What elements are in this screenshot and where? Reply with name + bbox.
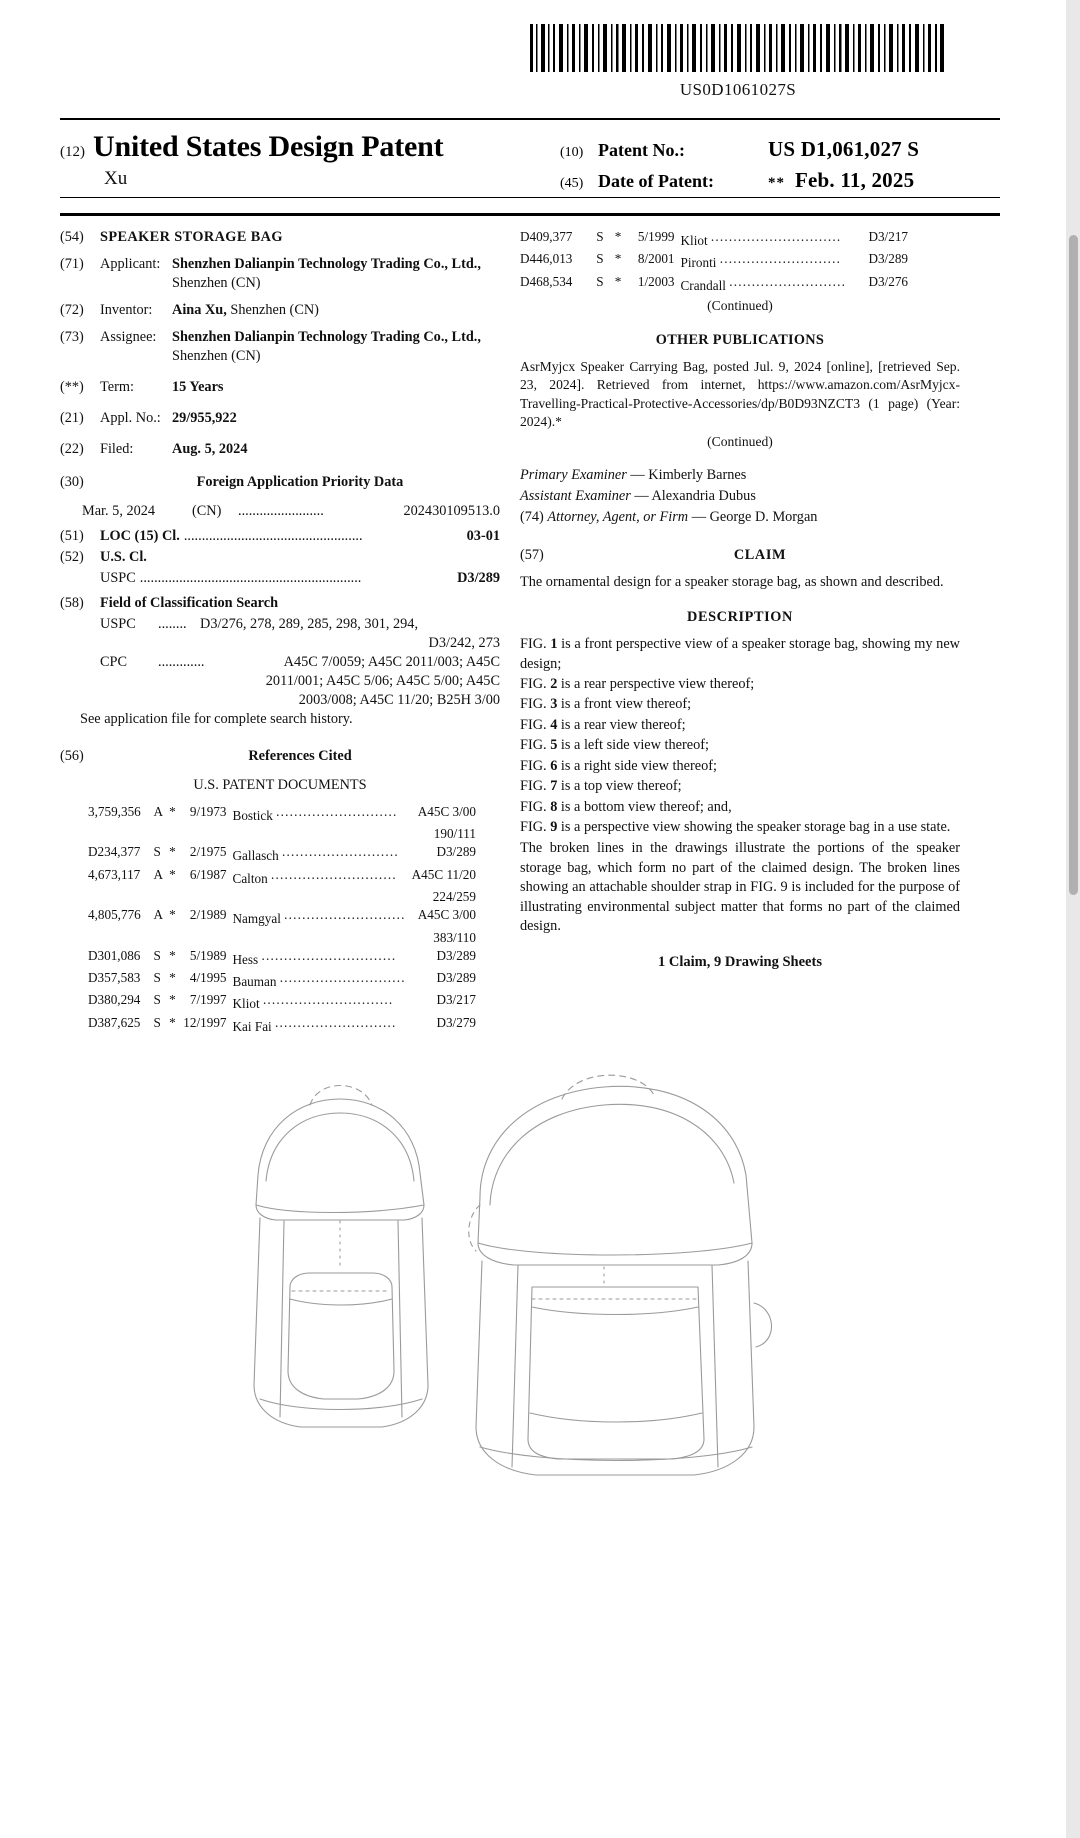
ref-kind-code: S [153, 844, 161, 860]
figure-label: FIG. 4 [520, 716, 558, 733]
inventor-name: Aina Xu, [172, 302, 227, 318]
ref-subclass: 383/110 [433, 929, 476, 945]
date-tag: (45) [560, 176, 584, 191]
ref-date: 9/1973 [189, 804, 227, 819]
loc-value: 03-01 [466, 528, 500, 544]
patent-drawing [180, 1055, 900, 1515]
right-column [520, 228, 960, 972]
fcs-cpc-value3: 2003/008; A45C 11/20; B25H 3/00 [298, 692, 500, 708]
ref-kind-code: S [596, 229, 604, 244]
filed-value: Aug. 5, 2024 [172, 441, 248, 457]
ref-date: 5/1989 [189, 947, 227, 963]
field-inventor [60, 301, 500, 320]
ref-patent-number: 4,805,776 [88, 907, 141, 923]
ref-asterisk: * [169, 907, 176, 923]
ref-class: D3/289 [868, 251, 908, 267]
ref-date: 7/1997 [189, 992, 227, 1008]
figure-description [520, 675, 960, 694]
examiner-block [520, 465, 960, 527]
figure-label: FIG. 5 [520, 737, 558, 754]
ref-name: Kliot ............................. [232, 992, 394, 1012]
table-row [88, 906, 478, 928]
claim-sheet-count: 1 Claim, 9 Drawing Sheets [658, 953, 822, 970]
table-row [520, 250, 910, 272]
masthead-right [560, 137, 1000, 199]
foreign-priority-country: (CN) [192, 503, 222, 519]
field-fcs [60, 594, 500, 613]
figure-description [520, 818, 960, 837]
figure-description-list [520, 635, 960, 837]
ref-name: Crandall .......................... [680, 273, 847, 293]
field-term-code: (**) [60, 379, 84, 395]
ref-asterisk: * [614, 251, 622, 267]
ref-kind-code: S [596, 251, 604, 267]
foreign-priority-number: 202430109513.0 [403, 503, 500, 519]
ref-patent-number: D357,583 [88, 970, 141, 986]
assignee-location: Shenzhen (CN) [172, 348, 261, 364]
figure-text: is a perspective view showing the speaker storage bag in a use state. [557, 819, 951, 835]
inventor-surname: Xu [104, 168, 128, 189]
ref-name: Namgyal ........................... [232, 907, 406, 927]
fcs-cpc-value: A45C 7/0059; A45C 2011/003; A45C [283, 654, 500, 670]
inventor-label: Inventor: [100, 302, 153, 318]
figure-description [520, 695, 960, 714]
references-title: References Cited [248, 748, 352, 764]
fcs-uspc-row: USPC ........ D3/276, 278, 289, 285, 298, 301, 294, [100, 615, 500, 634]
masthead [60, 130, 1000, 199]
figure-description [520, 798, 960, 817]
primary-examiner-row: Primary Examiner — Kimberly Barnes [520, 467, 747, 484]
field-foreign-priority [60, 473, 500, 492]
field-title-code: (54) [60, 229, 84, 245]
table-row [520, 228, 910, 250]
table-row-subclass [88, 825, 478, 843]
figure-description [520, 777, 960, 796]
other-publications-title: OTHER PUBLICATIONS [655, 332, 825, 349]
field-fcs-code: (58) [60, 595, 84, 611]
fcs-label: Field of Classification Search [100, 595, 279, 611]
page-title: United States Design Patent [93, 130, 444, 163]
table-row [520, 273, 910, 295]
other-publications-text: AsrMyjcx Speaker Carrying Bag, posted Jul. 9, 2024 [online], [retrieved Sep. 23, 2024]. Retrieved from internet, https://www.amazon.com/AsrMyjcx-Travelling-Practical-Protective-Accessories/dp/B0D93NZCT3 (1 page) (Year: 2024).* [520, 359, 960, 430]
rule-mid [60, 197, 1000, 198]
ref-class: A45C 11/20 [411, 866, 476, 882]
figure-text: is a front perspective view of a speaker storage bag, showing my new design; [520, 636, 961, 672]
scrollbar-track[interactable] [1066, 0, 1080, 1838]
field-uspc-code: (52) [60, 549, 84, 565]
ref-kind-code: S [153, 1014, 161, 1030]
attorney-code: (74) [520, 508, 544, 525]
ref-date: 6/1987 [189, 866, 227, 882]
ref-kind-code: S [153, 970, 161, 986]
figure-label: FIG. 3 [520, 696, 558, 713]
loc-label: LOC (15) Cl. [100, 528, 180, 544]
ref-patent-number: D446,013 [520, 251, 573, 267]
foreign-priority-row: Mar. 5, 2024 (CN) ........................ 202430109513.0 [82, 503, 500, 519]
ref-date: 8/2001 [637, 251, 675, 267]
ref-asterisk: * [614, 273, 622, 289]
field-filed-code: (22) [60, 441, 84, 457]
table-row [88, 969, 478, 991]
ref-class: D3/276 [868, 273, 908, 289]
broken-lines-statement: The broken lines in the drawings illustrate the portions of the speaker storage bag, which form no part of the claimed design. The broken lines showing an attachable shoulder strap in FIG. 9 is included for the purpose of illustrating environmental subject matter that forms no part of the claimed design. [520, 840, 960, 935]
primary-examiner-label: Primary Examiner [520, 467, 627, 484]
uspc-value: D3/289 [457, 570, 500, 586]
ref-class: D3/289 [436, 947, 476, 963]
ref-asterisk: * [614, 229, 622, 244]
field-assignee-code: (73) [60, 329, 84, 345]
ref-date: 2/1989 [189, 907, 227, 923]
figure-text: is a front view thereof; [557, 696, 692, 713]
ref-asterisk: * [169, 947, 176, 963]
figure-label: FIG. 9 [520, 819, 558, 835]
attorney-name: George D. Morgan [709, 508, 818, 525]
figure-label: FIG. 2 [520, 675, 558, 692]
fcs-uspc-value: D3/276, 278, 289, 285, 298, 301, 294, [200, 616, 419, 632]
ref-asterisk: * [169, 1014, 176, 1030]
fcs-note: See application file for complete search history. [80, 711, 353, 727]
attorney-label: Attorney, Agent, or Firm [547, 508, 689, 525]
applicant-location: Shenzhen (CN) [172, 275, 261, 291]
uspc-value-row: USPC .............................................................. D3/289 [100, 570, 500, 586]
figure-description [520, 716, 960, 735]
field-applicant-code: (71) [60, 256, 84, 272]
figure-label: FIG. 8 [520, 798, 558, 815]
ref-asterisk: * [169, 866, 176, 882]
assistant-examiner-label: Assistant Examiner [520, 488, 631, 505]
applicant-label: Applicant: [100, 256, 161, 272]
ref-class: A45C 3/00 [417, 804, 476, 819]
figure-text: is a bottom view thereof; and, [557, 798, 732, 815]
doc-kind-code: (12) [60, 144, 85, 160]
field-loc: (51) LOC (15) Cl. .................................................. 03-01 [60, 528, 500, 544]
inventor-location: Shenzhen (CN) [230, 302, 319, 318]
claim-title: CLAIM [733, 546, 787, 563]
figure-text: is a right side view thereof; [557, 757, 717, 774]
ref-date: 12/1997 [183, 1014, 227, 1030]
ref-name: Hess .............................. [232, 947, 397, 967]
foreign-priority-date: Mar. 5, 2024 [82, 503, 156, 519]
attorney-row: (74) Attorney, Agent, or Firm — George D. Morgan [520, 508, 818, 525]
us-patent-documents-continued-table [520, 228, 910, 295]
barcode-block [528, 24, 948, 100]
ref-class: D3/289 [436, 844, 476, 860]
applicant-name: Shenzhen Dalianpin Technology Trading Co., Ltd., [172, 256, 481, 272]
figure-description [520, 635, 960, 674]
field-applicant [60, 255, 500, 293]
continued-label-1: (Continued) [707, 297, 773, 313]
ref-kind-code: S [596, 273, 604, 289]
field-term [60, 378, 500, 397]
appl-value: 29/955,922 [172, 410, 237, 426]
continued-label-2: (Continued) [707, 434, 773, 450]
ref-class: D3/289 [436, 970, 476, 986]
fcs-body [80, 615, 500, 729]
field-loc-code: (51) [60, 528, 84, 544]
us-patent-documents-table [88, 803, 478, 1036]
invention-title: SPEAKER STORAGE BAG [100, 229, 283, 245]
figure-description [520, 757, 960, 776]
rule-bottom [60, 213, 1000, 216]
field-appl-code: (21) [60, 410, 84, 426]
ref-patent-number: D409,377 [520, 229, 573, 244]
description-title: DESCRIPTION [687, 609, 793, 626]
patent-no-value: US D1,061,027 S [768, 137, 920, 161]
fcs-uspc-label: USPC [100, 616, 136, 632]
left-column [60, 228, 500, 1036]
term-asterisks: ** [768, 175, 785, 191]
ref-kind-code: A [153, 804, 164, 819]
fcs-cpc-row: CPC ............. A45C 7/0059; A45C 2011/003; A45C [100, 654, 500, 670]
field-appl-no [60, 409, 500, 428]
table-row-subclass [88, 888, 478, 906]
fcs-uspc-value2: D3/242, 273 [428, 635, 500, 651]
ref-patent-number: D387,625 [88, 1014, 141, 1030]
uspc-label: U.S. Cl. [100, 549, 147, 565]
ref-class: D3/217 [436, 992, 476, 1008]
barcode-icon [528, 24, 948, 72]
figure-label: FIG. 1 [520, 636, 558, 653]
ref-asterisk: * [169, 970, 176, 986]
date-value: Feb. 11, 2025 [795, 168, 915, 192]
ref-name: Kai Fai ........................... [232, 1014, 397, 1034]
uspc-sub-label: USPC [100, 570, 136, 586]
field-filed [60, 440, 500, 459]
term-value: 15 Years [172, 379, 224, 395]
ref-name: Gallasch .......................... [232, 844, 399, 864]
fcs-cpc-label: CPC [100, 654, 128, 670]
ref-name: Calton ............................ [232, 866, 397, 886]
assignee-name: Shenzhen Dalianpin Technology Trading Co., Ltd., [172, 329, 481, 345]
claim-text: The ornamental design for a speaker storage bag, as shown and described. [520, 573, 944, 590]
field-assignee [60, 328, 500, 366]
ref-patent-number: D301,086 [88, 947, 141, 963]
figure-label: FIG. 6 [520, 757, 558, 774]
fcs-cpc-value2: 2011/001; A45C 5/06; A45C 5/00; A45C [265, 673, 500, 689]
ref-date: 2/1975 [189, 844, 227, 860]
term-label: Term: [100, 379, 134, 395]
ref-patent-number: D234,377 [88, 844, 141, 860]
assistant-examiner-row: Assistant Examiner — Alexandria Dubus [520, 488, 756, 505]
figure-text: is a top view thereof; [557, 778, 682, 795]
scrollbar-thumb[interactable] [1069, 235, 1078, 895]
patent-no-label: Patent No.: [598, 140, 685, 160]
field-references [60, 747, 500, 766]
ref-kind-code: S [153, 947, 161, 963]
table-row [88, 803, 478, 825]
ref-date: 1/2003 [637, 273, 675, 289]
filed-label: Filed: [100, 441, 134, 457]
barcode-number: US0D1061027S [679, 80, 797, 99]
rule-top [60, 118, 1000, 120]
field-uspc [60, 548, 500, 567]
table-row [88, 843, 478, 865]
ref-class: A45C 3/00 [417, 907, 476, 923]
date-label: Date of Patent: [598, 171, 714, 191]
table-row-subclass [88, 929, 478, 947]
assistant-examiner-name: Alexandria Dubus [651, 488, 756, 505]
figure-label: FIG. 7 [520, 778, 558, 795]
table-row [88, 947, 478, 969]
ref-asterisk: * [169, 804, 176, 819]
ref-kind-code: A [153, 866, 164, 882]
ref-subclass: 190/111 [433, 826, 476, 842]
ref-patent-number: 4,673,117 [88, 866, 141, 882]
ref-name: Bostick ........................... [232, 804, 398, 824]
table-row [88, 1014, 478, 1036]
figure-text: is a left side view thereof; [557, 737, 709, 754]
figure-text: is a rear perspective view thereof; [557, 675, 755, 692]
foreign-priority-title: Foreign Application Priority Data [196, 474, 404, 490]
figure-text: is a rear view thereof; [557, 716, 686, 733]
table-row [88, 866, 478, 888]
ref-name: Pironti ........................... [680, 251, 842, 271]
us-patent-documents-title: U.S. PATENT DOCUMENTS [193, 777, 367, 793]
appl-label: Appl. No.: [100, 410, 161, 426]
primary-examiner-name: Kimberly Barnes [648, 467, 747, 484]
ref-patent-number: D468,534 [520, 273, 573, 289]
field-title [60, 228, 500, 247]
ref-name: Bauman ............................ [232, 970, 406, 990]
claim-header [520, 546, 960, 565]
ref-class: D3/279 [436, 1014, 476, 1030]
patent-no-tag: (10) [560, 145, 584, 160]
ref-class: D3/217 [868, 229, 908, 244]
ref-name: Kliot ............................. [680, 229, 842, 249]
assignee-label: Assignee: [100, 329, 157, 345]
figure-description [520, 736, 960, 755]
ref-subclass: 224/259 [432, 889, 476, 905]
ref-date: 4/1995 [189, 970, 227, 986]
ref-date: 5/1999 [637, 229, 675, 244]
claim-code: (57) [520, 546, 544, 563]
ref-asterisk: * [169, 844, 176, 860]
masthead-left [60, 130, 560, 190]
ref-patent-number: 3,759,356 [88, 804, 141, 819]
ref-asterisk: * [169, 992, 176, 1008]
field-foreign-code: (30) [60, 474, 84, 490]
ref-kind-code: S [153, 992, 161, 1008]
speaker-storage-bag-drawing-icon [180, 1055, 900, 1515]
ref-kind-code: A [153, 907, 164, 923]
table-row [88, 991, 478, 1013]
ref-patent-number: D380,294 [88, 992, 141, 1008]
field-refs-code: (56) [60, 748, 84, 764]
field-inventor-code: (72) [60, 302, 84, 318]
